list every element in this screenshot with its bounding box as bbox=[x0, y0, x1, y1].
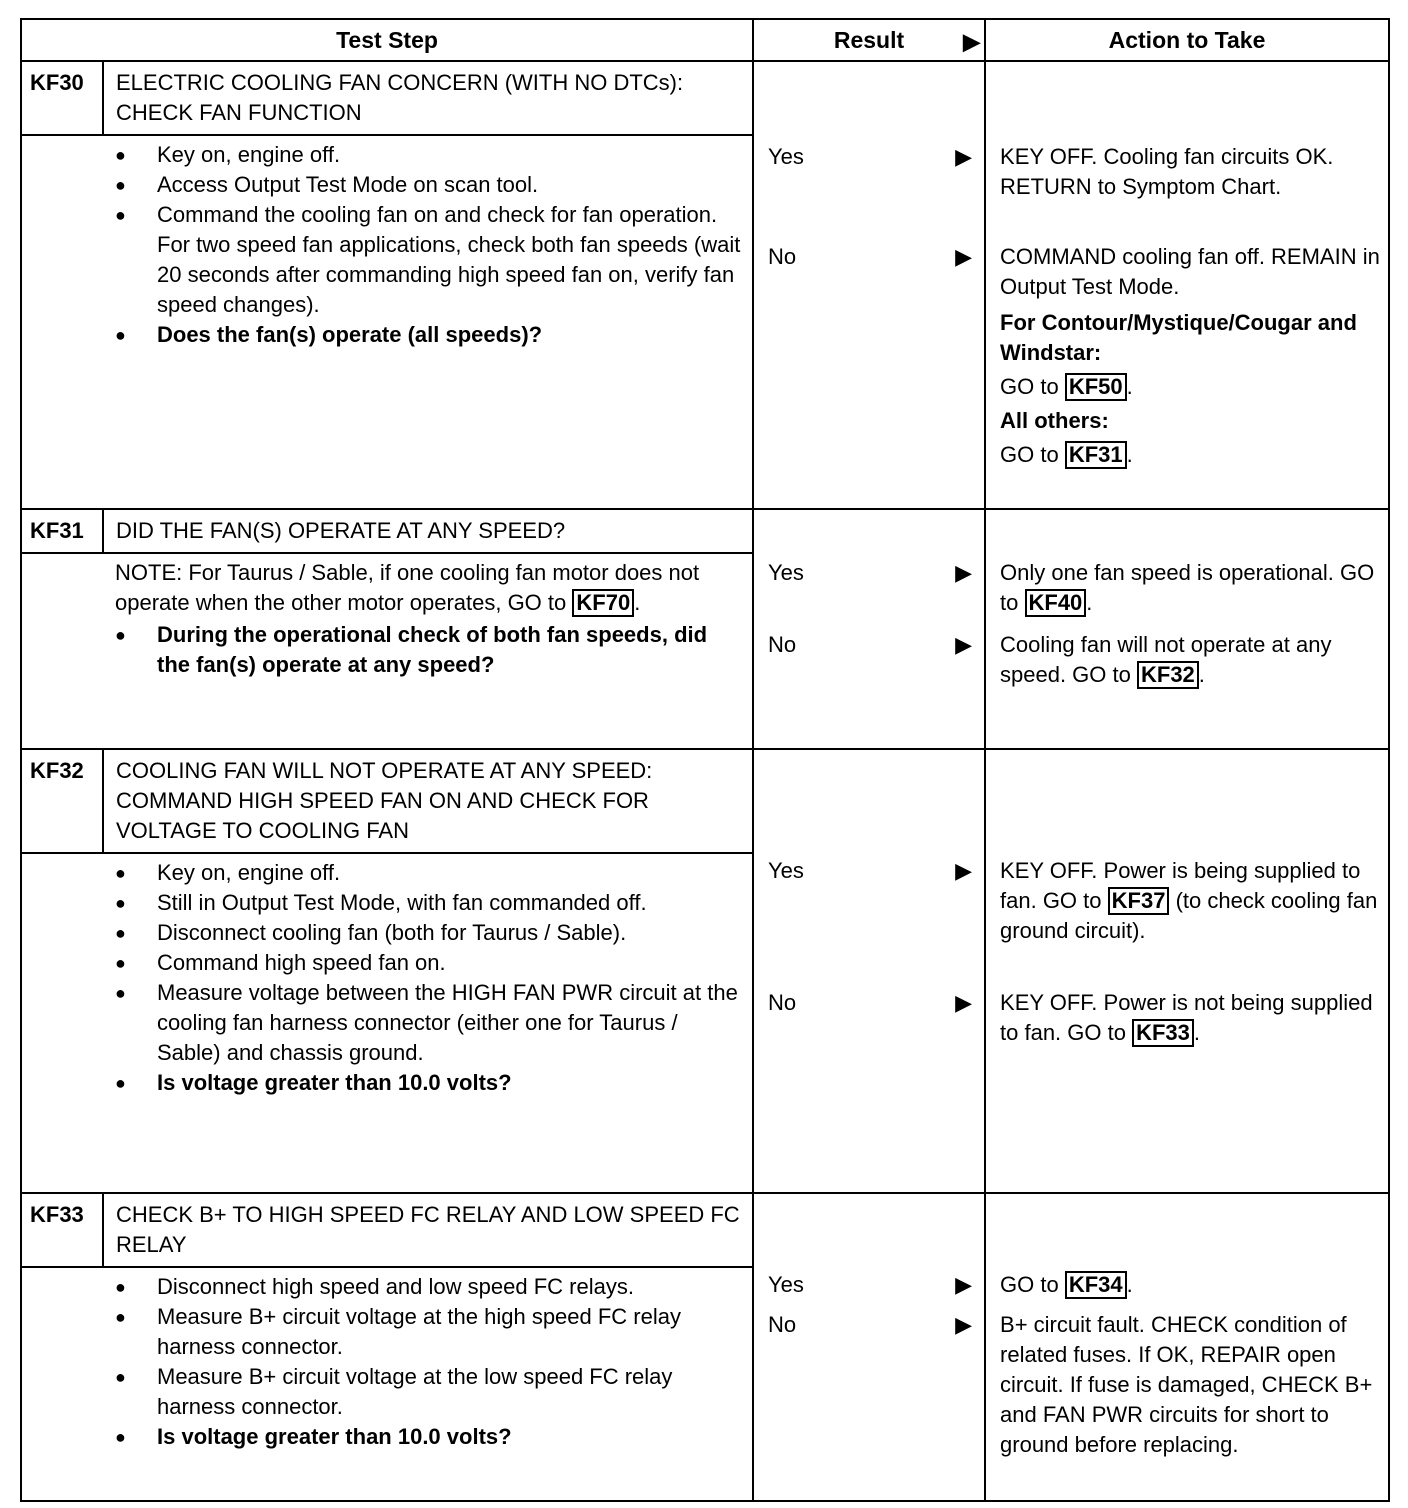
result-no: No ▶ bbox=[768, 242, 978, 272]
arrow-icon: ▶ bbox=[955, 244, 973, 269]
arrow-icon: ▶ bbox=[955, 1272, 973, 1297]
action-no: Cooling fan will not operate at any speed. GO to KF32 . bbox=[1000, 632, 1332, 687]
result-yes: Yes ▶ bbox=[768, 1270, 978, 1300]
arrow-icon: ▶ bbox=[955, 858, 973, 883]
step-id: KF31 bbox=[21, 509, 103, 553]
step-bullet: ● Key on, engine off. bbox=[115, 858, 742, 888]
step-bullet: ● Disconnect high speed and low speed FC relays. bbox=[115, 1272, 742, 1302]
action-yes: KEY OFF. Power is being supplied to fan. GO to KF37 (to check cooling fan ground circuit). bbox=[1000, 858, 1378, 943]
step-reference-link[interactable]: KF31 bbox=[1065, 441, 1127, 469]
arrow-icon: ▶ bbox=[955, 144, 973, 169]
step-bullet: ● Command high speed fan on. bbox=[115, 948, 742, 978]
result-no: No ▶ bbox=[768, 988, 978, 1018]
result-no: No ▶ bbox=[768, 630, 978, 660]
step-reference-link[interactable]: KF40 bbox=[1025, 589, 1087, 617]
action-yes: GO to KF34 . bbox=[1000, 1272, 1133, 1297]
action-cell bbox=[985, 749, 1389, 1193]
action-yes: KEY OFF. Cooling fan circuits OK. RETURN to Symptom Chart. bbox=[1000, 144, 1334, 199]
result-yes: Yes ▶ bbox=[768, 856, 978, 886]
result-no: No ▶ bbox=[768, 1310, 978, 1340]
step-bullet: ● Measure voltage between the HIGH FAN PWR circuit at the cooling fan harness connector (either one for Taurus / Sable) and chassis ground. bbox=[115, 978, 742, 1068]
step-kf31-title-row bbox=[21, 509, 1389, 553]
step-kf30-title-row bbox=[21, 61, 1389, 135]
step-question: ● During the operational check of both fan speeds, did the fan(s) operate at any speed? bbox=[115, 620, 742, 680]
step-reference-link[interactable]: KF70 bbox=[572, 589, 634, 617]
step-bullet: ● Command the cooling fan on and check for fan operation. For two speed fan applications, check both fan speeds (wait 20 seconds after commanding high speed fan on, verify fan speed changes). bbox=[115, 200, 742, 320]
step-body bbox=[103, 853, 753, 1193]
step-bullet: ● Measure B+ circuit voltage at the high speed FC relay harness connector. bbox=[115, 1302, 742, 1362]
result-cell bbox=[753, 509, 985, 749]
step-body bbox=[103, 135, 753, 509]
result-cell bbox=[753, 1193, 985, 1501]
arrow-icon: ▶ bbox=[963, 29, 981, 54]
step-reference-link[interactable]: KF50 bbox=[1065, 373, 1127, 401]
step-body bbox=[103, 1267, 753, 1501]
diagnostic-table bbox=[20, 18, 1390, 1502]
action-cell bbox=[985, 509, 1389, 749]
action-yes: Only one fan speed is operational. GO to KF40 . bbox=[1000, 560, 1375, 615]
step-question: ● Is voltage greater than 10.0 volts? bbox=[115, 1422, 742, 1452]
step-bullet: ● Key on, engine off. bbox=[115, 140, 742, 170]
arrow-icon: ▶ bbox=[955, 632, 973, 657]
action-cell bbox=[985, 61, 1389, 509]
diagnostic-table-container bbox=[20, 18, 1388, 1502]
step-id: KF30 bbox=[21, 61, 103, 135]
action-no: B+ circuit fault. CHECK condition of related fuses. If OK, REPAIR open circuit. If fuse is damaged, CHECK B+ and FAN PWR circuits for short to ground before replacing. bbox=[1000, 1312, 1373, 1457]
step-kf33-title-row bbox=[21, 1193, 1389, 1267]
result-yes: Yes ▶ bbox=[768, 142, 978, 172]
step-bullet: ● Measure B+ circuit voltage at the low speed FC relay harness connector. bbox=[115, 1362, 742, 1422]
step-id: KF32 bbox=[21, 749, 103, 853]
step-reference-link[interactable]: KF37 bbox=[1108, 887, 1170, 915]
step-question: ● Does the fan(s) operate (all speeds)? bbox=[115, 320, 742, 350]
step-body bbox=[103, 553, 753, 749]
step-reference-link[interactable]: KF34 bbox=[1065, 1271, 1127, 1299]
result-yes: Yes ▶ bbox=[768, 558, 978, 588]
header-test-step: Test Step bbox=[21, 19, 753, 61]
step-bullet: ● Disconnect cooling fan (both for Taurus / Sable). bbox=[115, 918, 742, 948]
step-note: NOTE: For Taurus / Sable, if one cooling fan motor does not operate when the other motor operates, GO to KF70 . bbox=[115, 560, 700, 615]
step-bullet: ● Access Output Test Mode on scan tool. bbox=[115, 170, 742, 200]
action-cell bbox=[985, 1193, 1389, 1501]
step-kf32-title-row bbox=[21, 749, 1389, 853]
arrow-icon: ▶ bbox=[955, 560, 973, 585]
arrow-icon: ▶ bbox=[955, 990, 973, 1015]
header-result: Result ▶ bbox=[753, 19, 985, 61]
step-reference-link[interactable]: KF33 bbox=[1132, 1019, 1194, 1047]
step-title: COOLING FAN WILL NOT OPERATE AT ANY SPEED: COMMAND HIGH SPEED FAN ON AND CHECK FOR VOLTAGE TO COOLING FAN bbox=[103, 749, 753, 853]
header-row bbox=[21, 19, 1389, 61]
step-title: ELECTRIC COOLING FAN CONCERN (WITH NO DTCs): CHECK FAN FUNCTION bbox=[103, 61, 753, 135]
step-reference-link[interactable]: KF32 bbox=[1137, 661, 1199, 689]
arrow-icon: ▶ bbox=[955, 1312, 973, 1337]
step-question: ● Is voltage greater than 10.0 volts? bbox=[115, 1068, 742, 1098]
header-action: Action to Take bbox=[985, 19, 1389, 61]
step-bullet: ● Still in Output Test Mode, with fan commanded off. bbox=[115, 888, 742, 918]
action-no: KEY OFF. Power is not being supplied to fan. GO to KF33 . bbox=[1000, 990, 1373, 1045]
step-id: KF33 bbox=[21, 1193, 103, 1267]
step-title: DID THE FAN(S) OPERATE AT ANY SPEED? bbox=[103, 509, 753, 553]
action-no: COMMAND cooling fan off. REMAIN in Output Test Mode. For Contour/Mystique/Cougar and Windstar: GO to KF50 . All others: GO to KF31 . bbox=[1000, 244, 1380, 467]
result-cell bbox=[753, 749, 985, 1193]
step-title: CHECK B+ TO HIGH SPEED FC RELAY AND LOW SPEED FC RELAY bbox=[103, 1193, 753, 1267]
result-cell bbox=[753, 61, 985, 509]
